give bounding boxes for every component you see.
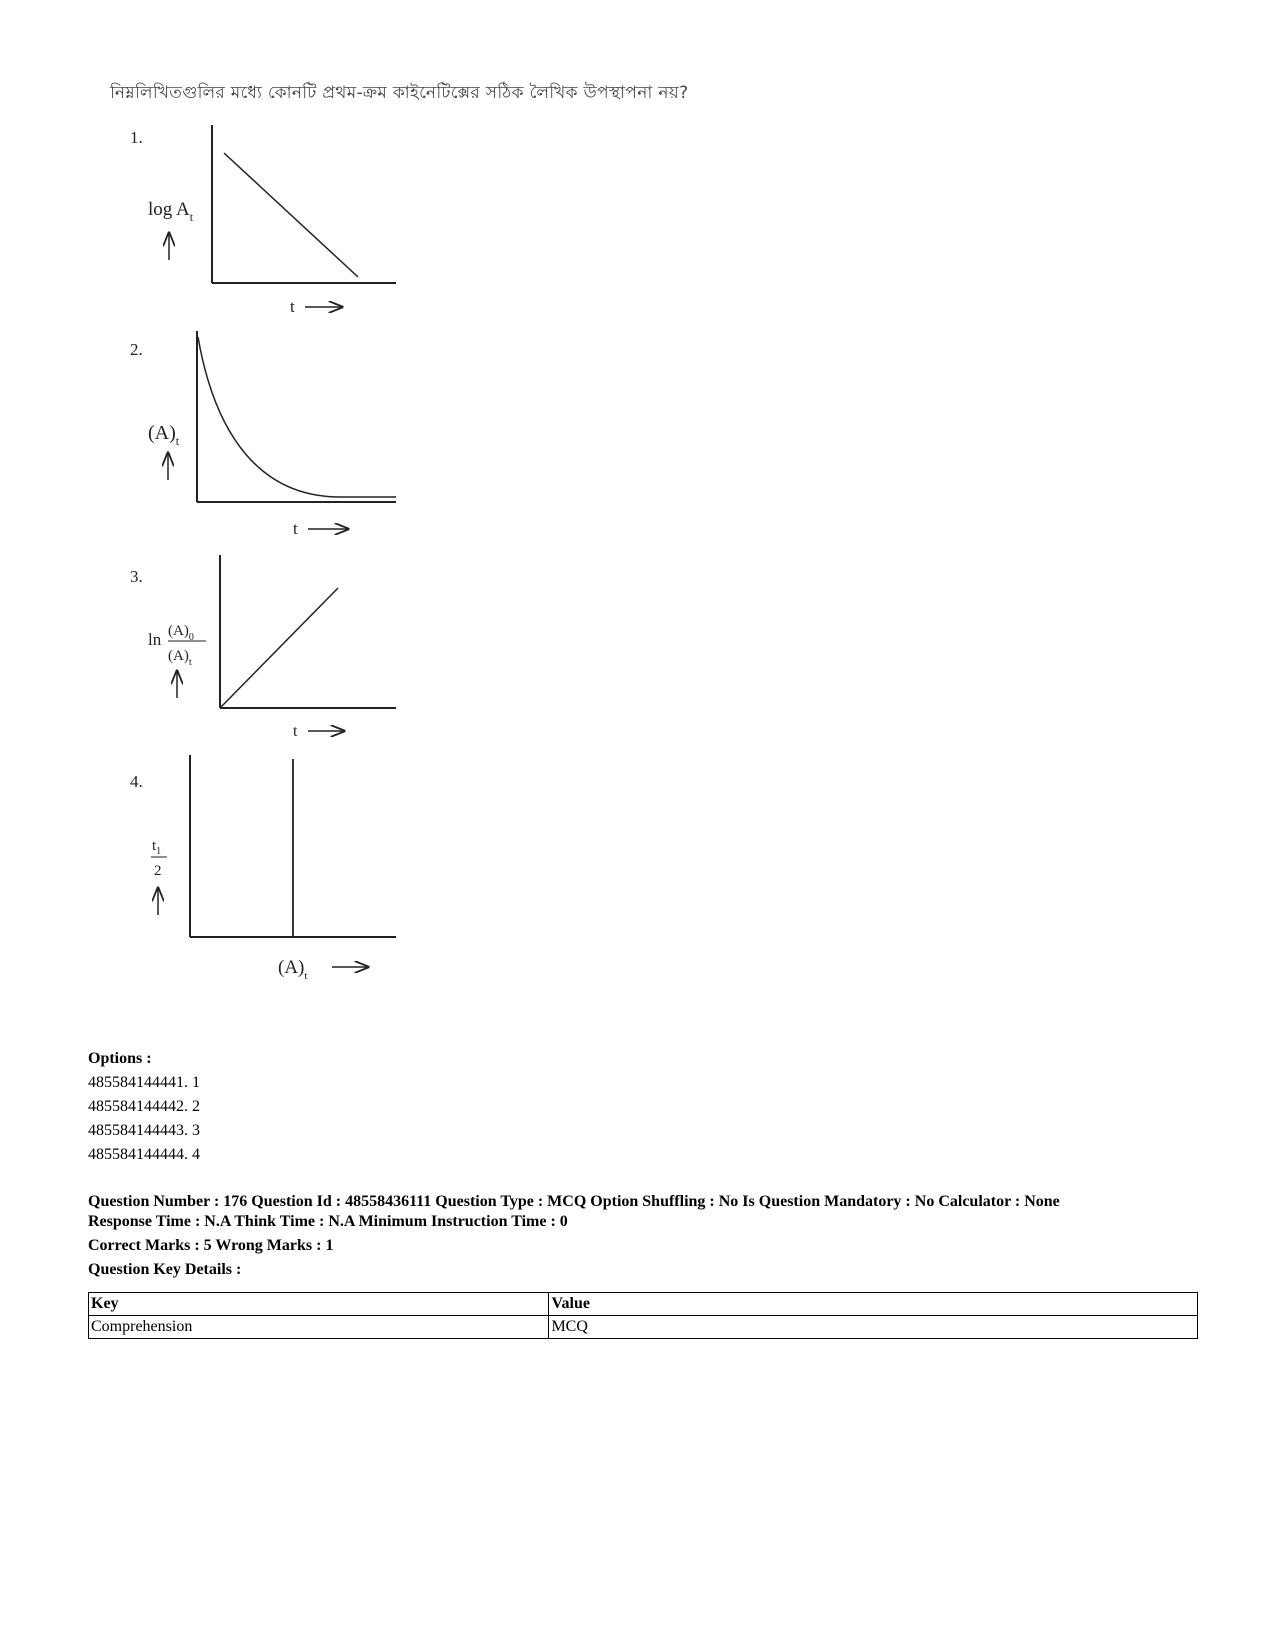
table-header-value: Value [549,1293,1198,1316]
marks-line: Correct Marks : 5 Wrong Marks : 1 [88,1237,334,1254]
graph-4-number: 4. [130,772,143,791]
graph-3-xlabel: t [293,723,298,740]
graph-2-number: 2. [130,340,143,359]
table-header-key: Key [89,1293,549,1316]
graph-4 [130,755,396,982]
kinetics-graphs-figure [110,115,410,1015]
table-cell-value: MCQ [549,1316,1198,1339]
table-cell-key: Comprehension [89,1316,549,1339]
option-item-3: 485584144443. 3 [88,1122,200,1139]
graph-2-xlabel: t [293,519,298,538]
graph-2-ylabel: $(A)_t$ [148,422,180,448]
graph-4-ylabel-numerator: $t_1$ [152,838,162,857]
graph-1-xlabel: t [290,297,295,316]
graph-4-ylabel-denominator: 2 [154,863,162,879]
option-item-1: 485584144441. 1 [88,1074,200,1091]
graph-1 [130,125,396,316]
meta-line-2: Response Time : N.A Think Time : N.A Minimum Instruction Time : 0 [88,1213,568,1230]
graph-3-ylabel-prefix: ln [148,630,162,649]
graph-3 [130,555,396,740]
graph-1-number: 1. [130,128,143,147]
option-item-4: 485584144444. 4 [88,1146,200,1163]
graph-3-ylabel-denominator: $(A)_t$ [168,648,192,668]
graph-2 [130,331,396,538]
key-details-heading: Question Key Details : [88,1261,242,1278]
question-text: নিম্নলিখিতগুলির মধ্যে কোনটি প্রথম-ক্রম কাইনেটিক্সের সঠিক লৈখিক উপস্থাপনা নয়? [110,83,689,103]
meta-line-1: Question Number : 176 Question Id : 48558436111 Question Type : MCQ Option Shuffling : No Is Question Mandatory : No Calculator : None [88,1193,1060,1210]
graph-3-ylabel-numerator: $(A)_0$ [168,623,194,643]
options-heading: Options : [88,1050,152,1067]
graph-1-ylabel: $\log A_t$ [148,199,194,224]
key-details-table [88,1292,1198,1339]
table-row [89,1316,1198,1339]
graph-3-curve [220,588,338,708]
table-header-row [89,1293,1198,1316]
question-meta [88,1192,1198,1280]
graph-3-number: 3. [130,567,143,586]
graph-2-curve [198,337,396,497]
option-item-2: 485584144442. 2 [88,1098,200,1115]
graph-1-curve [224,153,358,277]
options-block [88,1047,200,1167]
graph-4-xlabel: $(A)_t$ [278,957,308,982]
